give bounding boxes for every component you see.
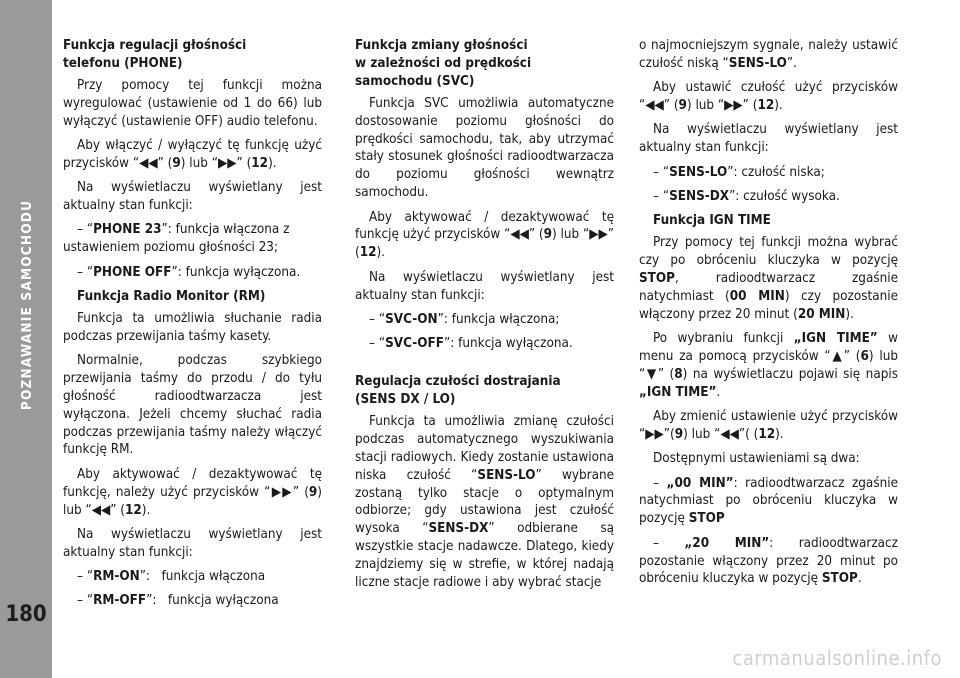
list-item: – “PHONE OFF”: funkcja wyłączona. <box>77 264 301 280</box>
paragraph: Po wybraniu funkcji „IGN TIME” w menu za pomocą przycisków “▲” (6) lub “▼” (8) na wyświetlaczu pojawi się napis „IGN TIME”. <box>639 331 899 400</box>
paragraph: o najmocniejszym sygnale, należy ustawić czułość niską “SENS-LO”. <box>639 38 898 71</box>
paragraph: Przy pomocy tej funkcji można wyregulować (ustawienie od 1 do 66) lub wyłączyć (ustawienie OFF) audio telefonu. <box>63 77 322 129</box>
paragraph: Aby aktywować / dezaktywować tę funkcję użyć przycisków “◀◀” (9) lub “▶▶” (12). <box>355 209 614 261</box>
paragraph: Aby włączyć / wyłączyć tę funkcję użyć przycisków “◀◀” (9) lub “▶▶” (12). <box>63 137 322 171</box>
paragraph: Dostępnymi ustawieniami są dwa: <box>653 451 860 467</box>
paragraph: Aby zmienić ustawienie użyć przycisków “▶▶”(9) lub “◀◀”( (12). <box>639 409 898 442</box>
paragraph: Funkcja ta umożliwia zmianę czułości podczas automatycznego wyszukiwania stacji radiowych. Kiedy zostanie ustawiona niska czułość “SENS-LO” wybrane zostaną tylko stacje o optymalnym odbiorze; gdy ustawiona jest czułość wysoka “SENS-DX” odbierane są wszystkie stacje nadawcze. Dlatego, kiedy znajdziemy się w strefie, w której nadają liczne stacje radiowe i aby wybrać stacje <box>355 413 614 591</box>
sidebar <box>0 0 52 678</box>
watermark: carmanualsonline.info <box>732 646 942 670</box>
section-title: POZNAWANIE SAMOCHODU <box>19 199 35 411</box>
paragraph: Aby ustawić czułość użyć przycisków “◀◀” (9) lub “▶▶” (12). <box>639 80 898 114</box>
list-item: – “PHONE 23”: funkcja włączona z ustawieniem poziomu głośności 23; <box>63 222 290 256</box>
list-item: – “SVC-OFF”: funkcja wyłączona. <box>369 336 573 352</box>
paragraph: Na wyświetlaczu wyświetlany jest aktualny stan funkcji: <box>639 122 898 156</box>
page-number: 180 <box>5 602 47 627</box>
paragraph: Przy pomocy tej funkcji można wybrać czy po obróceniu kluczyka w pozycję STOP, radioodtwarzacz zgaśnie natychmiast (00 MIN) czy pozostanie włączony przez 20 minut (20 MIN). <box>639 235 898 322</box>
list-item: – “RM-ON”: funkcja włączona <box>77 569 266 585</box>
text-column-1 <box>63 37 322 617</box>
text-column-3 <box>639 37 898 595</box>
paragraph: Aby aktywować / dezaktywować tę funkcję, należy użyć przycisków “▶▶” (9) lub “◀◀” (12). <box>63 466 322 518</box>
section-heading: Funkcja regulacji głośności telefonu (PHONE) <box>63 38 247 71</box>
paragraph: Na wyświetlaczu wyświetlany jest aktualny stan funkcji: <box>355 269 614 303</box>
section-heading: Regulacja czułości dostrajania (SENS DX / LO) <box>355 374 561 407</box>
subsection-heading: Funkcja Radio Monitor (RM) <box>77 288 266 304</box>
subsection-heading: Funkcja IGN TIME <box>653 213 771 229</box>
paragraph: Normalnie, podczas szybkiego przewijania taśmy do przodu / do tyłu głośność radioodtwarzacza jest wyłączona. Jeżeli chcemy słuchać radia podczas przewijania taśmy należy włączyć funkcję RM. <box>63 352 322 458</box>
list-item: – “SENS-LO”: czułość niska; <box>653 164 825 180</box>
list-item: – “RM-OFF”: funkcja wyłączona <box>77 593 279 609</box>
paragraph: Funkcja SVC umożliwia automatyczne dostosowanie poziomu głośności do prędkości samochodu, tak, aby utrzymać stały stosunek głośności radioodtwarzacza do poziomu głośności wewnątrz samochodu. <box>355 95 614 201</box>
list-item: – “SVC-ON”: funkcja włączona; <box>369 311 560 327</box>
paragraph: – „20 MIN”: radioodtwarzacz pozostanie włączony przez 20 minut po obróceniu kluczyka w pozycję STOP. <box>639 535 898 587</box>
paragraph: Na wyświetlaczu wyświetlany jest aktualny stan funkcji: <box>63 180 322 214</box>
paragraph: Funkcja ta umożliwia słuchanie radia podczas przewijania taśmy kasety. <box>63 310 322 344</box>
paragraph: – „00 MIN”: radioodtwarzacz zgaśnie natychmiast po obróceniu kluczyka w pozycję STOP <box>639 475 898 527</box>
paragraph: Na wyświetlaczu wyświetlany jest aktualny stan funkcji: <box>63 526 322 560</box>
section-heading: Funkcja zmiany głośności w zależności od prędkości samochodu (SVC) <box>355 38 532 89</box>
text-column-2 <box>355 37 614 598</box>
list-item: – “SENS-DX”: czułość wysoka. <box>653 188 840 204</box>
